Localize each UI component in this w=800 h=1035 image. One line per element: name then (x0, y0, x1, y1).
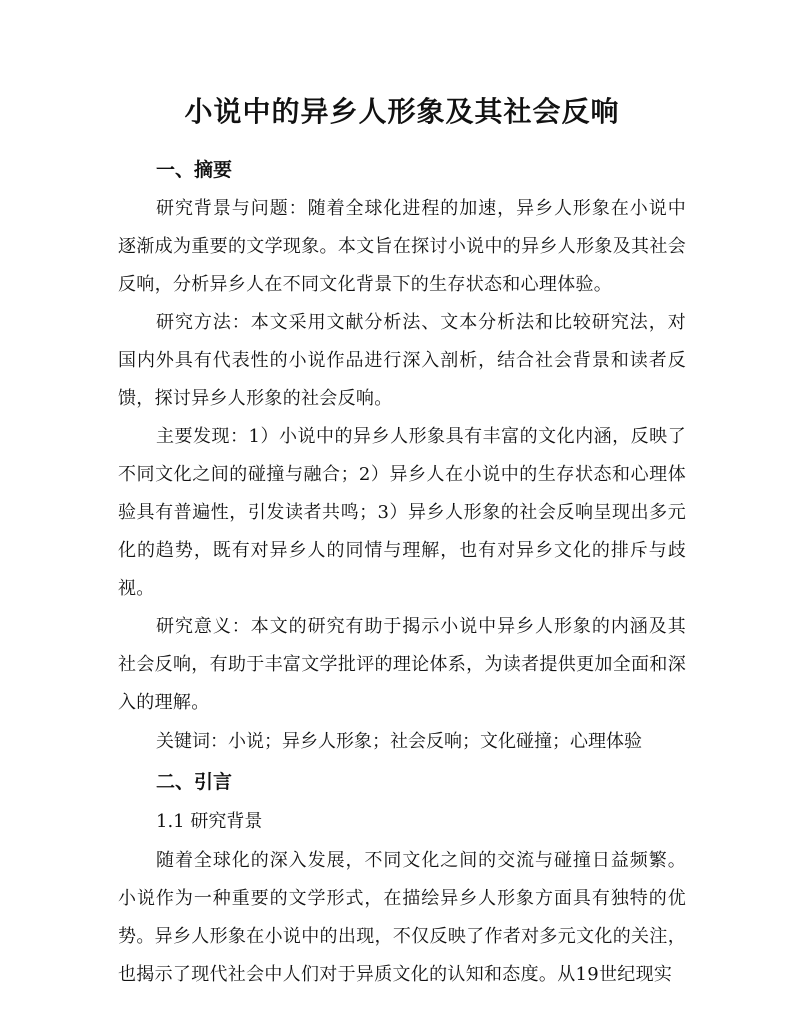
section-heading-abstract: 一、摘要 (156, 159, 233, 181)
section-heading-introduction: 二、引言 (156, 771, 233, 793)
subsection-heading-background: 1.1 研究背景 (156, 811, 263, 832)
introduction-paragraph: 随着全球化的深入发展，不同文化之间的交流与碰撞日益频繁。小说作为一种重要的文学形式，在描绘异乡人形象方面具有独特的优势。异乡人形象在小说中的出现，不仅反映了作者对多元文化的关注，也揭示了现代社会中人们对于异质文化的认知和态度。从19世纪现实 (118, 850, 686, 985)
abstract-findings-paragraph: 主要发现：1）小说中的异乡人形象具有丰富的文化内涵，反映了不同文化之间的碰撞与融合；2）异乡人在小说中的生存状态和心理体验具有普遍性，引发读者共鸣；3）异乡人形象的社会反响呈现出多元化的趋势，既有对异乡人的同情与理解，也有对异乡文化的排斥与歧视。 (118, 426, 686, 599)
abstract-background-paragraph: 研究背景与问题：随着全球化进程的加速，异乡人形象在小说中逐渐成为重要的文学现象。本文旨在探讨小说中的异乡人形象及其社会反响，分析异乡人在不同文化背景下的生存状态和心理体验。 (118, 198, 686, 295)
abstract-method-paragraph: 研究方法：本文采用文献分析法、文本分析法和比较研究法，对国内外具有代表性的小说作品进行深入剖析，结合社会背景和读者反馈，探讨异乡人形象的社会反响。 (118, 312, 686, 409)
keywords-line: 关键词：小说；异乡人形象；社会反响；文化碰撞；心理体验 (156, 731, 642, 752)
document-body (118, 92, 686, 994)
document-title: 小说中的异乡人形象及其社会反响 (184, 95, 620, 128)
abstract-significance-paragraph: 研究意义：本文的研究有助于揭示小说中异乡人形象的内涵及其社会反响，有助于丰富文学批评的理论体系，为读者提供更加全面和深入的理解。 (118, 616, 686, 713)
